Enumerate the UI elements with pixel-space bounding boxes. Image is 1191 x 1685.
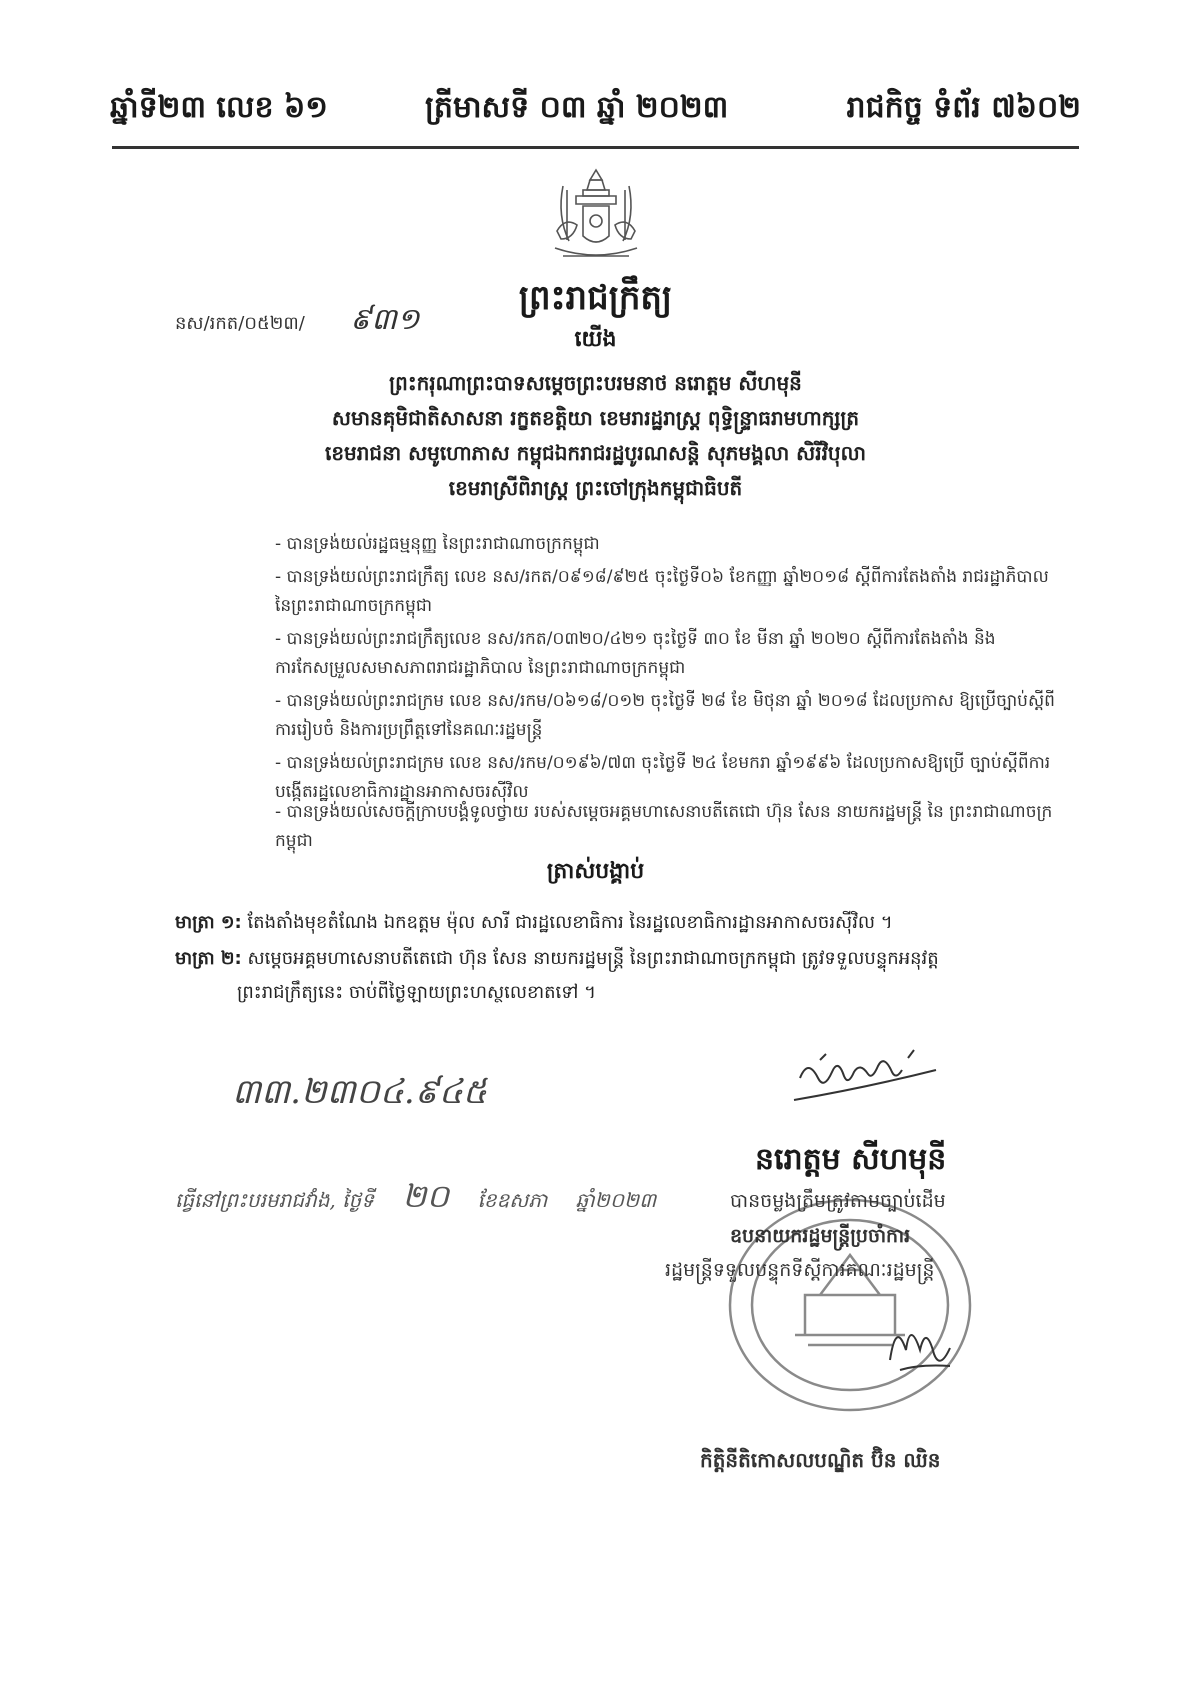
certification-line-3: រដ្ឋមន្ដ្រីទទួលបន្ទុកទីស្ដីការគណៈរដ្ឋមន្ដ្រី <box>665 1259 935 1281</box>
article-1 <box>175 906 1075 940</box>
consideration-item: - បានទ្រង់យល់ព្រះរាជក្រឹត្យ លេខ នស/រកត/០៩១៨/៩២៥ ចុះថ្ងៃទី០៦ ខែកញ្ញា ឆ្នាំ២០១៨ ស្ដីពីការតែងតាំង រាជរដ្ឋាភិបាល នៃព្រះរាជាណាចក្រកម្ពុជា <box>275 567 1049 616</box>
article-1-label: មាត្រា ១: <box>175 912 242 933</box>
king-title-line: សមានគុមិជាតិសាសនា រក្ខតខត្តិយា ខេមរារដ្ឋរាស្ដ្រ ពុទ្ធិន្ទ្រាធរាមហាក្សត្រ <box>331 406 860 430</box>
consideration-item: - បានទ្រង់យល់រដ្ឋធម្មនុញ្ញ នៃព្រះរាជាណាចក្រកម្ពុជា <box>275 534 600 554</box>
king-title-line: ព្រះករុណាព្រះបាទសម្ដេចព្រះបរមនាថ នរោត្ដម សីហមុនី <box>389 371 802 395</box>
certification-line-1: បានចម្លងត្រឹមត្រូវតាមច្បាប់ដើម <box>730 1190 946 1212</box>
header-divider <box>112 146 1079 149</box>
consideration-item: - បានទ្រង់យល់ព្រះរាជក្រម លេខ នស/រកម/០៦១៨/០១២ ចុះថ្ងៃទី ២៨ ខែ មិថុនា ឆ្នាំ ២០១៨ ដែលប្រកាស ឱ្យប្រើច្បាប់ស្ដីពីការរៀបចំ និងការប្រព្រឹត្តទៅនៃគណៈរដ្ឋមន្ដ្រី <box>275 691 1055 740</box>
king-title-line: ខេមរាជនា សមូហោភាស កម្ពុជឯករាជរដ្ឋបូរណសន្ដិ សុភមង្គលា សិរីវិបុលា <box>324 441 867 465</box>
orders-heading: ត្រាស់បង្គាប់ <box>546 859 645 884</box>
consideration-item: - បានទ្រង់យល់សេចក្ដីក្រាបបង្គំទូលថ្វាយ របស់សម្ដេចអគ្គមហាសេនាបតីតេជោ ហ៊ុន សែន នាយករដ្ឋមន្ដ្រី នៃ ព្រះរាជាណាចក្រកម្ពុជា <box>275 802 1053 851</box>
king-title-line: ខេមរាស្រីពិរាស្ដ្រ ព្រះចៅក្រុងកម្ពុជាធិបតី <box>448 476 743 500</box>
consideration-item: - បានទ្រង់យល់ព្រះរាជក្រម លេខ នស/រកម/០១៩៦/៧៣ ចុះថ្ងៃទី ២៤ ខែមករា ឆ្នាំ១៩៩៦ ដែលប្រកាសឱ្យប្រើ ច្បាប់ស្ដីពីការបង្កើតរដ្ឋលេខាធិការដ្ឋានអាកាសចរស៊ីវិល <box>275 753 1051 802</box>
minister-name: កិត្តិនីតិកោសលបណ្ឌិត ប៊ិន ឈិន <box>700 1448 941 1472</box>
reference-handwritten: ៩៣១ <box>350 302 420 337</box>
place-date-month: ខែឧសភា <box>477 1188 548 1212</box>
article-2-text: សម្ដេចអគ្គមហាសេនាបតីតេជោ ហ៊ុន សែន នាយករដ្ឋមន្ដ្រី នៃព្រះរាជាណាចក្រកម្ពុជា ត្រូវទទួលបន្ទុកអនុវត្ត <box>247 948 939 969</box>
place-date-prefix: ធ្វើនៅព្រះបរមរាជវាំង, ថ្ងៃទី <box>175 1188 374 1212</box>
place-date-day: ២០ <box>402 1177 450 1215</box>
gazette-year-number: ឆ្នាំទី២៣ លេខ ៦១ <box>110 90 328 125</box>
consideration-item: - បានទ្រង់យល់ព្រះរាជក្រឹត្យលេខ នស/រកត/០៣២០/៤២១ ចុះថ្ងៃទី ៣០ ខែ មីនា ឆ្នាំ ២០២០ ស្ដីពីការតែងតាំង និងការកែសម្រួលសមាសភាពរាជរដ្ឋាភិបាល នៃព្រះរាជាណាចក្រកម្ពុជា <box>275 629 996 678</box>
article-2 <box>175 942 1075 1010</box>
gazette-quarter: ត្រីមាសទី ០៣ ឆ្នាំ ២០២៣ <box>425 90 729 125</box>
place-date <box>175 1176 656 1223</box>
reference-number: នស/រកត/០៥២៣/ <box>175 313 305 334</box>
article-2-label: មាត្រា ២: <box>175 948 242 969</box>
king-signature <box>790 1038 940 1108</box>
royal-coat-of-arms-icon <box>543 166 649 266</box>
handwritten-registration: ៣៣.២៣០៤.៩៤៥ <box>232 1072 487 1112</box>
decree-title: ព្រះរាជក្រឹត្យ <box>518 278 673 318</box>
gazette-page: រាជកិច្ច ទំព័រ ៧៦០២ <box>846 90 1081 125</box>
we-heading: យើង <box>574 327 617 352</box>
place-date-year: ឆ្នាំ២០២៣ <box>575 1188 657 1212</box>
certification-line-2: ឧបនាយករដ្ឋមន្ដ្រីប្រចាំការ <box>730 1225 911 1247</box>
article-1-text: តែងតាំងមុខតំណែង ឯកឧត្ដម ម៉ុល សារី ជារដ្ឋលេខាធិការ នៃរដ្ឋលេខាធិការដ្ឋានអាកាសចរស៊ីវិល ។ <box>247 912 893 933</box>
king-name: នរោត្ដម សីហមុនី <box>755 1142 947 1177</box>
article-2-text-cont: ព្រះរាជក្រឹត្យនេះ ចាប់ពីថ្ងៃឡាយព្រះហស្ថលេខាតទៅ ។ <box>237 982 596 1003</box>
minister-signature <box>880 1300 960 1380</box>
